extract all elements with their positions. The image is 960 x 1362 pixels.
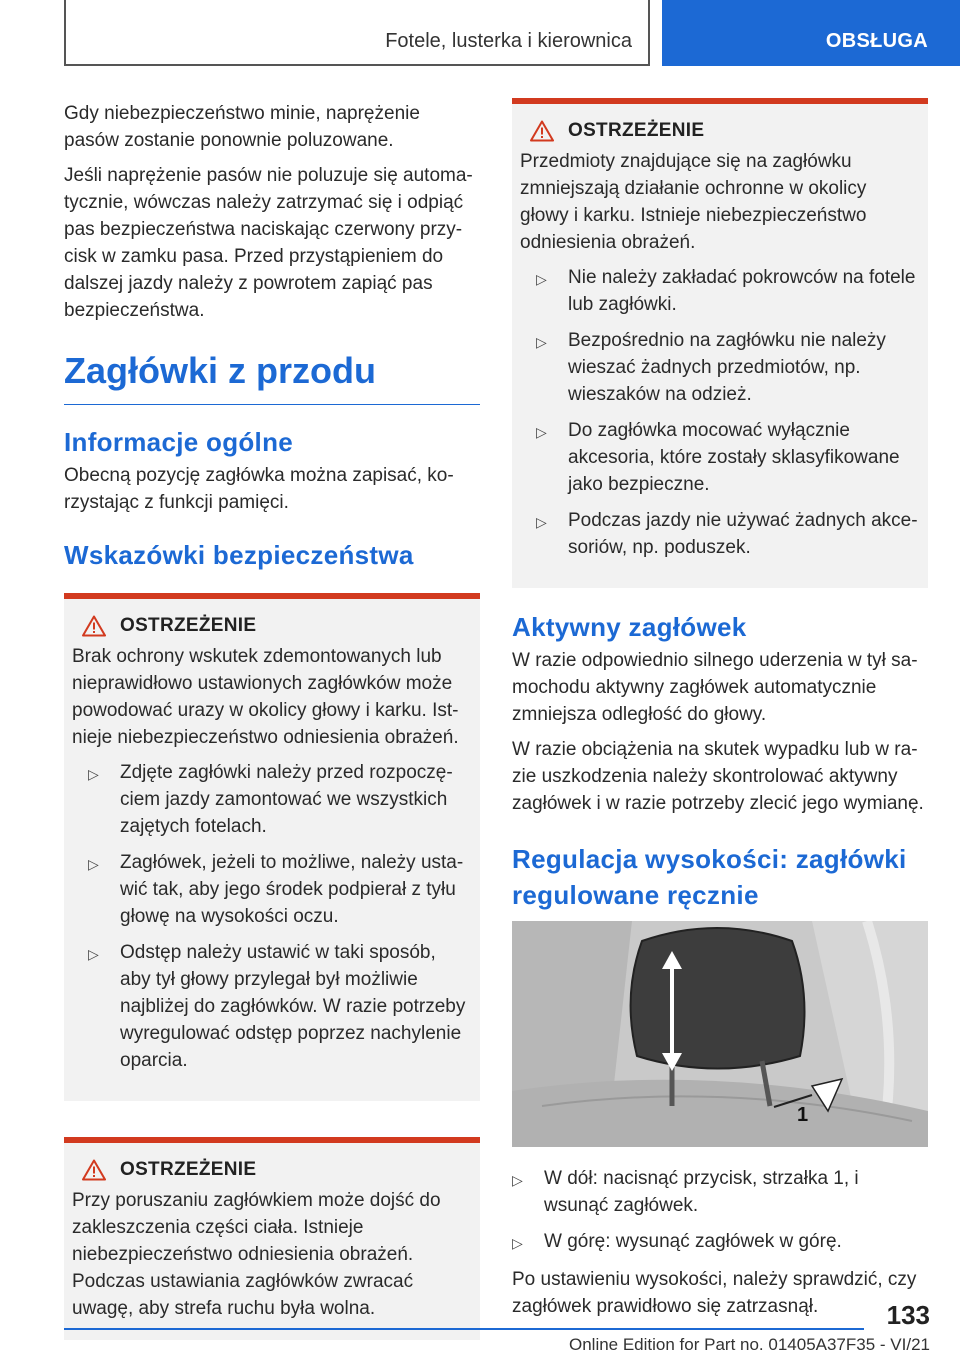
triangle-bullet-icon: ▷ bbox=[512, 1235, 523, 1251]
list-item: ▷ Odstęp należy ustawić w taki sposób, aby tył głowy przylegał był możliwie najbliżej do zagłówków. W razie potrzeby wyregulować odstęp poprzez nachylenie oparcia. bbox=[72, 939, 470, 1074]
triangle-bullet-icon: ▷ bbox=[536, 514, 547, 530]
list-item: ▷ Nie należy zakładać pokrowców na fotele lub zagłówki. bbox=[520, 264, 918, 318]
height-steps-list bbox=[512, 1165, 928, 1257]
intro-paragraph-1: Gdy niebezpieczeństwo minie, naprężenie pasów zostanie ponownie poluzowane. bbox=[64, 103, 420, 151]
list-item: ▷ W górę: wysunąć zagłówek w górę. bbox=[512, 1228, 928, 1257]
safety-heading: Wskazówki bezpieczeństwa bbox=[64, 540, 414, 570]
warning-text: Przedmioty znajdujące się na zagłówku zmniejszają działanie ochronne w okolicy głowy i karku. Istnieje niebezpieczeństwo odniesienia obrażeń. bbox=[520, 151, 867, 253]
height-after-text: Po ustawieniu wysokości, należy sprawdzić, czy zagłówek prawidłowo się zatrzasnął. bbox=[512, 1269, 917, 1317]
section-title: Zagłówki z przodu bbox=[64, 350, 480, 405]
triangle-bullet-icon: ▷ bbox=[536, 424, 547, 440]
warning-box bbox=[512, 98, 928, 588]
triangle-bullet-icon: ▷ bbox=[88, 766, 99, 782]
list-item: ▷ W dół: nacisnąć przycisk, strzałka 1, i wsunąć zagłówek. bbox=[512, 1165, 928, 1219]
triangle-bullet-icon: ▷ bbox=[88, 856, 99, 872]
general-info-text: Obecną pozycję zagłówka można zapisać, korzystając z funkcji pamięci. bbox=[64, 465, 454, 513]
triangle-bullet-icon: ▷ bbox=[536, 271, 547, 287]
left-column bbox=[64, 100, 480, 1340]
chapter-title: Fotele, lusterka i kierownica bbox=[385, 30, 632, 52]
edition-text: Online Edition for Part no. 01405A37F35 - VI/21 bbox=[568, 1335, 930, 1354]
warning-text: Brak ochrony wskutek zdemontowanych lub nieprawidłowo ustawionych zagłówków może powodować urazy w okolicy głowy i karku. Istnieje niebezpieczeństwo odniesienia obrażeń. bbox=[72, 646, 459, 748]
intro-paragraph-2: Jeśli naprężenie pasów nie poluzuje się automatycznie, wówczas należy zatrzymać się i odpiąć pas bezpieczeństwa naciskając czerwony przycisk w zamku pasa. Przed przystąpieniem do dalszej jazdy należy z powrotem zapiąć pas bezpieczeństwa. bbox=[64, 165, 473, 321]
right-column bbox=[512, 98, 928, 1328]
warning-title: OSTRZEŻENIE bbox=[568, 120, 705, 141]
figure-callout: 1 bbox=[797, 1104, 809, 1126]
warning-box bbox=[64, 1137, 480, 1340]
warning-triangle-icon bbox=[530, 120, 554, 142]
headrest-illustration bbox=[512, 921, 928, 1147]
active-headrest-heading: Aktywny zagłówek bbox=[512, 612, 747, 642]
page-number: 133 bbox=[886, 1300, 930, 1330]
triangle-bullet-icon: ▷ bbox=[88, 946, 99, 962]
warning-triangle-icon bbox=[82, 1159, 106, 1181]
section-tab-label: OBSŁUGA bbox=[825, 30, 928, 52]
warning-triangle-icon bbox=[82, 615, 106, 637]
list-item: ▷ Podczas jazdy nie używać żadnych akcesoriów, np. poduszek. bbox=[520, 507, 918, 561]
general-info-heading: Informacje ogólne bbox=[64, 427, 294, 457]
height-adjust-heading: Regulacja wysokości: zagłówki regulowane ręcznie bbox=[512, 844, 907, 910]
warning-box bbox=[64, 593, 480, 1101]
list-item: ▷ Zagłówek, jeżeli to możliwe, należy ustawić tak, aby jego środek podpierał z tyłu głowę na wysokości oczu. bbox=[72, 849, 470, 930]
triangle-bullet-icon: ▷ bbox=[512, 1172, 523, 1188]
warning-title: OSTRZEŻENIE bbox=[120, 615, 257, 636]
list-item: ▷ Bezpośrednio na zagłówku nie należy wieszać żadnych przedmiotów, np. wieszaków na odzież. bbox=[520, 327, 918, 408]
active-headrest-paragraph-2: W razie obciążenia na skutek wypadku lub w razie uszkodzenia należy skontrolować aktywny zagłówek i w razie potrzeby zlecić jego wymianę. bbox=[512, 739, 924, 814]
list-item: ▷ Do zagłówka mocować wyłącznie akcesoria, które zostały sklasyfikowane jako bezpieczne. bbox=[520, 417, 918, 498]
list-item: ▷ Zdjęte zagłówki należy przed rozpoczęciem jazdy zamontować we wszystkich zajętych fotelach. bbox=[72, 759, 470, 840]
active-headrest-paragraph-1: W razie odpowiednio silnego uderzenia w tył samochodu aktywny zagłówek automatycznie zmniejsza odległość do głowy. bbox=[512, 650, 918, 725]
warning-title: OSTRZEŻENIE bbox=[120, 1159, 257, 1180]
triangle-bullet-icon: ▷ bbox=[536, 334, 547, 350]
warning-list bbox=[520, 264, 918, 561]
footer-rule bbox=[64, 1328, 864, 1330]
warning-text: Przy poruszaniu zagłówkiem może dojść do zakleszczenia części ciała. Istnieje niebezpieczeństwo odniesienia obrażeń. Podczas ustawiania zagłówków zwracać uwagę, aby strefa ruchu była wolna. bbox=[72, 1190, 441, 1319]
warning-list bbox=[72, 759, 470, 1074]
